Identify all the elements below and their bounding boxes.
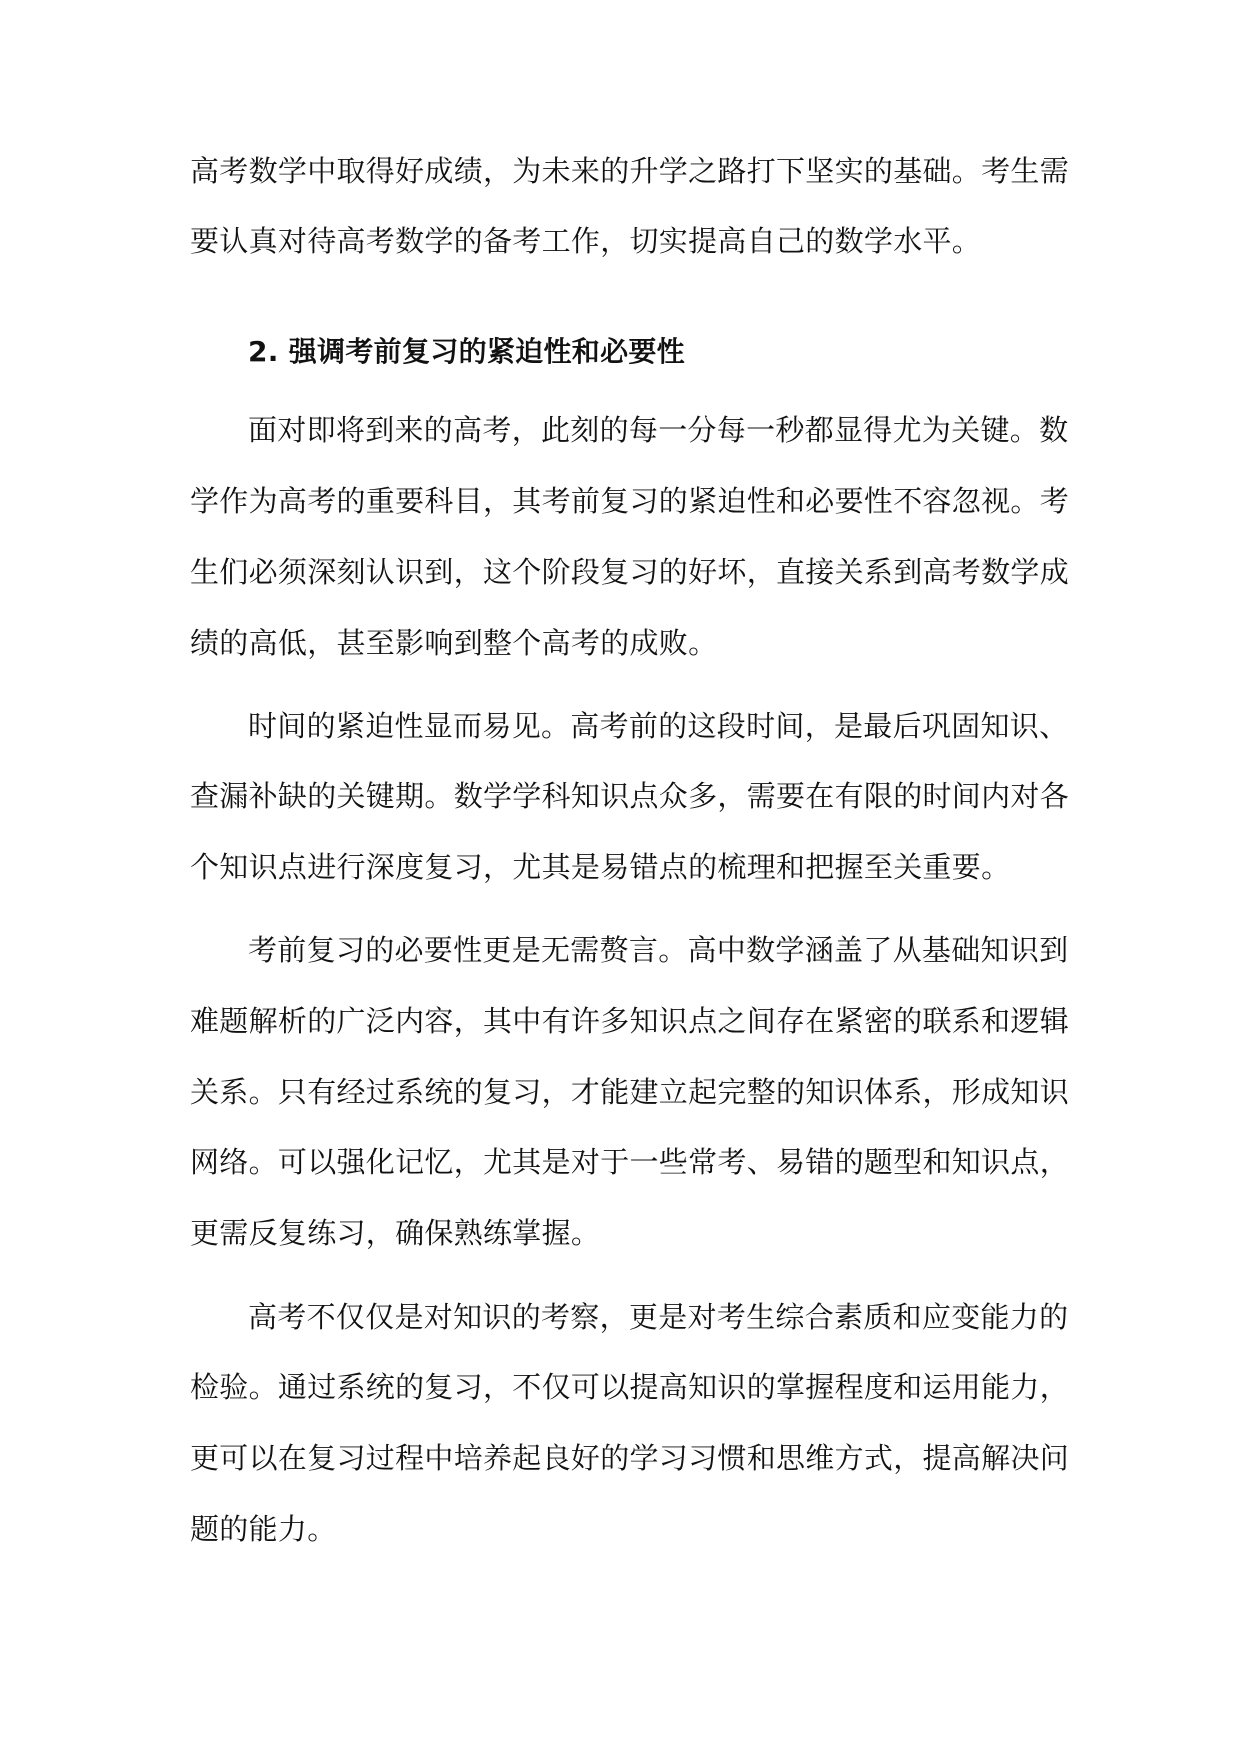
paragraph3-line-2: 难题解析的广泛内容，其中有许多知识点之间存在紧密的联系和逻辑 [190, 1004, 1070, 1038]
paragraph1-line-2: 学作为高考的重要科目，其考前复习的紧迫性和必要性不容忽视。考 [190, 484, 1070, 518]
intro-line-2: 要认真对待高考数学的备考工作，切实提高自己的数学水平。 [190, 224, 982, 258]
paragraph1-line-1: 面对即将到来的高考，此刻的每一分每一秒都显得尤为关键。数 [248, 413, 1069, 447]
paragraph4-line-4: 题的能力。 [190, 1512, 337, 1546]
intro-line-1: 高考数学中取得好成绩，为未来的升学之路打下坚实的基础。考生需 [190, 154, 1070, 188]
paragraph2-line-1: 时间的紧迫性显而易见。高考前的这段时间，是最后巩固知识、 [248, 709, 1069, 743]
paragraph2-line-3: 个知识点进行深度复习，尤其是易错点的梳理和把握至关重要。 [190, 850, 1011, 884]
section-heading: 2. 强调考前复习的紧迫性和必要性 [248, 335, 685, 368]
paragraph3-line-5: 更需反复练习，确保熟练掌握。 [190, 1216, 601, 1250]
paragraph3-line-4: 网络。可以强化记忆，尤其是对于一些常考、易错的题型和知识点， [190, 1145, 1070, 1179]
paragraph1-line-3: 生们必须深刻认识到，这个阶段复习的好坏，直接关系到高考数学成 [190, 555, 1070, 589]
paragraph4-line-2: 检验。通过系统的复习，不仅可以提高知识的掌握程度和运用能力， [190, 1370, 1070, 1404]
paragraph3-line-3: 关系。只有经过系统的复习，才能建立起完整的知识体系，形成知识 [190, 1075, 1070, 1109]
paragraph2-line-2: 查漏补缺的关键期。数学学科知识点众多，需要在有限的时间内对各 [190, 779, 1070, 813]
paragraph1-line-4: 绩的高低，甚至影响到整个高考的成败。 [190, 626, 718, 660]
paragraph4-line-1: 高考不仅仅是对知识的考察，更是对考生综合素质和应变能力的 [248, 1300, 1069, 1334]
paragraph3-line-1: 考前复习的必要性更是无需赘言。高中数学涵盖了从基础知识到 [248, 933, 1069, 967]
paragraph4-line-3: 更可以在复习过程中培养起良好的学习习惯和思维方式，提高解决问 [190, 1441, 1070, 1475]
